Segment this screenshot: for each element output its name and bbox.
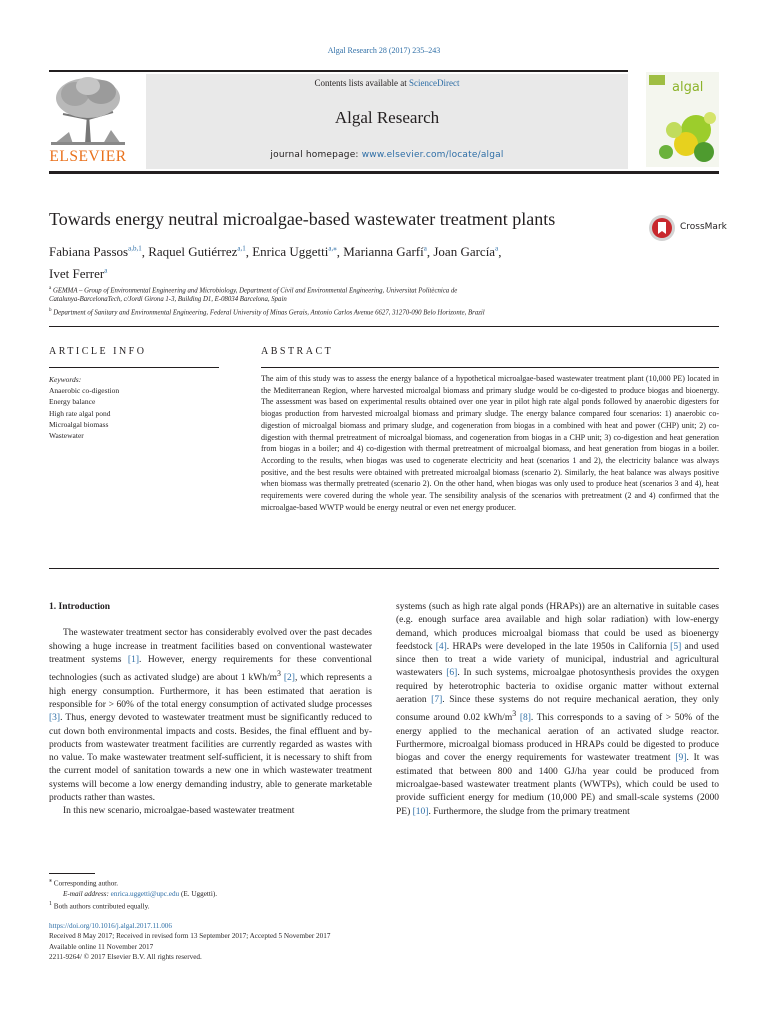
citation-link[interactable]: [1]	[127, 654, 139, 665]
author-name: Ivet Ferrer	[49, 265, 105, 281]
email-suffix: (E. Uggetti).	[179, 889, 218, 898]
paragraph	[49, 627, 372, 805]
email-link[interactable]: enrica.uggetti@upc.edu	[110, 889, 180, 898]
text-run: The wastewater treatment sector has considerably evolved over the past decades showing a huge increase in treatment facilities based on conventional wastewater treatment systems	[49, 628, 372, 665]
footnote-equal	[49, 899, 389, 912]
text-run: . Furthermore, the sludge from the primary treatment	[428, 806, 630, 817]
paragraph	[396, 601, 719, 819]
contents-prefix: Contents lists available at	[314, 78, 409, 88]
received-dates: Received 8 May 2017; Received in revised form 13 September 2017; Accepted 5 November 2017	[49, 932, 331, 941]
text-run: , which represents a high energy consumption. Furthermore, it has been estimated that aeration is responsible for > 60% of the total energy consumption of activated sludge processes	[49, 673, 373, 710]
online-date: Available online 11 November 2017	[49, 942, 154, 951]
author-affiliation-mark[interactable]: a	[495, 245, 499, 253]
homepage-line	[146, 150, 628, 160]
journal-cover[interactable]	[646, 72, 719, 167]
banner-rule	[49, 171, 719, 174]
elsevier-tree-icon	[49, 74, 127, 146]
author-separator: ,	[141, 244, 149, 260]
superscript: 3	[277, 669, 281, 679]
text-run: . Thus, energy devoted to wastewater treatment must be significantly reduced to cut down both environmental impacts and costs. Besides, the final effluent and by-products from wastewater treatment facilities are currently regarded as wastes with no value. To make wastewater treatment self-sufficient, it is necessary to shift from the current model of sanitation towards a new one in which wastewater treatment systems will become a low energy demanding industry, able to generate marketable products rather than wastes.	[49, 713, 372, 804]
author-affiliation-mark[interactable]: a,⁎	[328, 245, 337, 253]
keyword[interactable]: Wastewater	[49, 431, 84, 441]
citation-link[interactable]: [9]	[675, 753, 687, 764]
author-separator: ,	[245, 244, 253, 260]
body-column-right	[396, 601, 719, 819]
citation-link[interactable]: [3]	[49, 713, 61, 724]
top-rule	[49, 70, 628, 72]
author-separator: ,	[498, 244, 502, 260]
author[interactable]	[252, 244, 337, 259]
footnote-mark: ⁎	[49, 878, 52, 884]
copyright: 2211-9264/ © 2017 Elsevier B.V. All rights reserved.	[49, 953, 202, 962]
text-run: . This corresponds to a saving of > 50% of the energy applied to the mechanical aeration of an activated sludge reactor. Furthermore, microalgal biomass produced in HRAPs could be digested to produce biogas and cover the energy requirements for wastewater treatment	[396, 713, 719, 764]
author-affiliation-mark[interactable]: a	[104, 266, 108, 275]
keywords-label: Keywords:	[49, 375, 82, 384]
citation-link[interactable]: [6]	[446, 668, 458, 679]
body-column-left	[49, 601, 372, 819]
author-affiliation-mark[interactable]: a,1	[237, 245, 246, 253]
info-top-rule	[49, 326, 719, 327]
keywords-block	[49, 374, 219, 441]
author-affiliation-mark[interactable]: a,b,1	[128, 245, 142, 253]
author[interactable]	[343, 244, 427, 259]
superscript: 3	[512, 709, 517, 719]
footnote-mark: 1	[49, 901, 52, 908]
affiliation-text: Department of Sanitary and Environmental Engineering, Federal University of Minas Gerais, Antonio Carlos Avenue 6627, 31270-090 Belo Horizonte, Brazil	[53, 309, 485, 317]
keyword[interactable]: Anaerobic co-digestion	[49, 386, 120, 396]
contents-line	[146, 78, 628, 88]
author-name: Fabiana Passos	[49, 244, 129, 260]
sciencedirect-link[interactable]: ScienceDirect	[409, 78, 460, 88]
publication-info	[49, 921, 449, 963]
affiliation	[49, 294, 629, 305]
abstract-text: The aim of this study was to assess the energy balance of a hypothetical microalgae-based wastewater treatment plant (10,000 PE) located in the Mediterranean Region, where harvested microalgal biomass and primary sludge would be co-digested to produce biogas and bioenergy. The assessment was based on experimental results obtained over one year in pilot high rate algal ponds followed by anaerobic digesters for biogas production from harvested microalgal biomass and primary sludge. The energy balance compared four scenarios: 1) anaerobic co-digestion of microalgal biomass and primary sludge, and cogeneration from biogas in a combined with heat and power (CHP) unit; 2) co-digestion with thermal pretreatment of microalgal biomass, and cogeneration from biogas in a CHP unit; 3) co-digestion and heat generation from biogas in a boiler; and 4) co-digestion with thermal pretreatment of microalgal biomass, and heat generation from biogas in a boiler. According to the results, when biogas was used to cogenerate electricity and heat (scenarios 1 and 2), the electricity balance was always positive, and the best results were obtained with pretreated microalgal biomass (scenario 2). Similarly, the heat balance was always positive when biomass was thermally pretreated (scenario 2). On the other hand, when biogas was only used to produce heat (scenarios 3 and 4), heat requirements were covered during the whole year. The sensibility analysis of the scenarios with pretreatment (2 and 4) confirmed that the microalgae-based WWTP would be energy neutral or even net energy producer.	[261, 374, 719, 512]
running-header[interactable]: Algal Research 28 (2017) 235–243	[327, 46, 441, 55]
text-run: and used since then to treat a wide variety of municipal, industrial and agricultural wastewaters	[396, 641, 719, 679]
keyword[interactable]: High rate algal pond	[49, 408, 111, 418]
abstract-bottom-rule	[49, 568, 719, 569]
citation-link[interactable]: [8]	[519, 713, 531, 724]
article-title: Towards energy neutral microalgae-based wastewater treatment plants	[49, 209, 556, 229]
abstract-rule	[261, 367, 719, 368]
affiliation-text: Catalunya-BarcelonaTech, c/Jordi Girona 1-3, Building D1, E-08034 Barcelona, Spain	[49, 296, 287, 303]
keyword[interactable]: Microalgal biomass	[49, 419, 109, 429]
affiliation-mark: a	[49, 286, 52, 291]
citation-link[interactable]: [7]	[431, 695, 443, 706]
paragraph: In this new scenario, microalgae-based wastewater treatment	[63, 806, 295, 817]
author[interactable]	[49, 244, 142, 259]
text-run: . HRAPs were developed in the late 1950s in California	[446, 641, 671, 652]
affiliation-text: GEMMA – Group of Environmental Engineering and Microbiology, Department of Civil and Environmental Engineering, Universitat Politècnica de	[52, 287, 458, 295]
text-run: . Since these systems do not require mechanical aeration, they only consume around 0.02 kWh/m	[396, 695, 720, 724]
footnote-rule	[49, 873, 95, 874]
cover-title: algal	[672, 80, 704, 95]
author[interactable]	[148, 244, 246, 259]
citation-link[interactable]: [5]	[670, 641, 682, 652]
author-name: Raquel Gutiérrez	[148, 244, 238, 260]
text-run: . In such systems, microalgae photosynthesis provides the oxygen required by heterotrophic bacteria to oxidise organic matter without external aeration	[396, 668, 719, 706]
email-label: E-mail address:	[63, 889, 109, 898]
author-separator: ,	[426, 244, 434, 260]
affiliation-mark: b	[49, 308, 52, 313]
keyword[interactable]: Energy balance	[49, 397, 96, 407]
text-run: . It was estimated that between 800 and 1400 GJ/ha year could be produced from microalgae-based wastewater treatment plants (WWTPs), which could be used to provide sufficient energy for medium (10,000 PE) and small-scale systems (2000 PE)	[396, 753, 720, 817]
journal-title: Algal Research	[334, 108, 440, 127]
affiliation	[49, 305, 629, 318]
crossmark-label: CrossMark	[680, 222, 727, 232]
homepage-prefix: journal homepage:	[270, 150, 362, 160]
citation-link[interactable]: [10]	[412, 806, 429, 817]
elsevier-wordmark: ELSEVIER	[49, 148, 127, 165]
article-info-rule	[49, 367, 219, 368]
article-info-heading: ARTICLE INFO	[49, 346, 147, 357]
author-name: Enrica Uggetti	[252, 244, 329, 260]
author-separator: ,	[336, 244, 344, 260]
text-run: systems (such as high rate algal ponds (HRAPs)) are an alternative in suitable cases (e.g. enough surface area available and high solar radiation) with low-energy demand, which produces microalgal biomass that could be used as bioenergy feedstock	[396, 602, 719, 652]
footnote-corresponding	[49, 876, 389, 889]
doi-link[interactable]: https://doi.org/10.1016/j.algal.2017.11.006	[49, 922, 172, 930]
footnote-email	[49, 889, 389, 900]
citation-link[interactable]: [2]	[283, 673, 295, 684]
cover-artwork	[646, 72, 719, 167]
author-name: Joan García	[433, 244, 496, 260]
author-affiliation-mark[interactable]: a	[423, 245, 427, 253]
author-name: Marianna Garfí	[343, 244, 424, 260]
text-run: . However, energy requirements for these conventional technologies (such as activated sludge) are about 1 kWh/m	[49, 654, 372, 684]
footnote-text: Both authors contributed equally.	[53, 902, 150, 911]
section-heading: 1. Introduction	[49, 602, 111, 612]
crossmark-icon	[648, 214, 676, 242]
crossmark-badge[interactable]	[648, 214, 727, 242]
footnote-text: Corresponding author.	[53, 879, 119, 888]
abstract-heading: ABSTRACT	[261, 346, 334, 357]
author[interactable]	[49, 266, 107, 281]
author[interactable]	[433, 244, 498, 259]
footnotes	[49, 876, 389, 912]
author-list	[49, 240, 609, 283]
citation-link[interactable]: [4]	[435, 641, 447, 652]
homepage-link[interactable]: www.elsevier.com/locate/algal	[361, 150, 504, 160]
